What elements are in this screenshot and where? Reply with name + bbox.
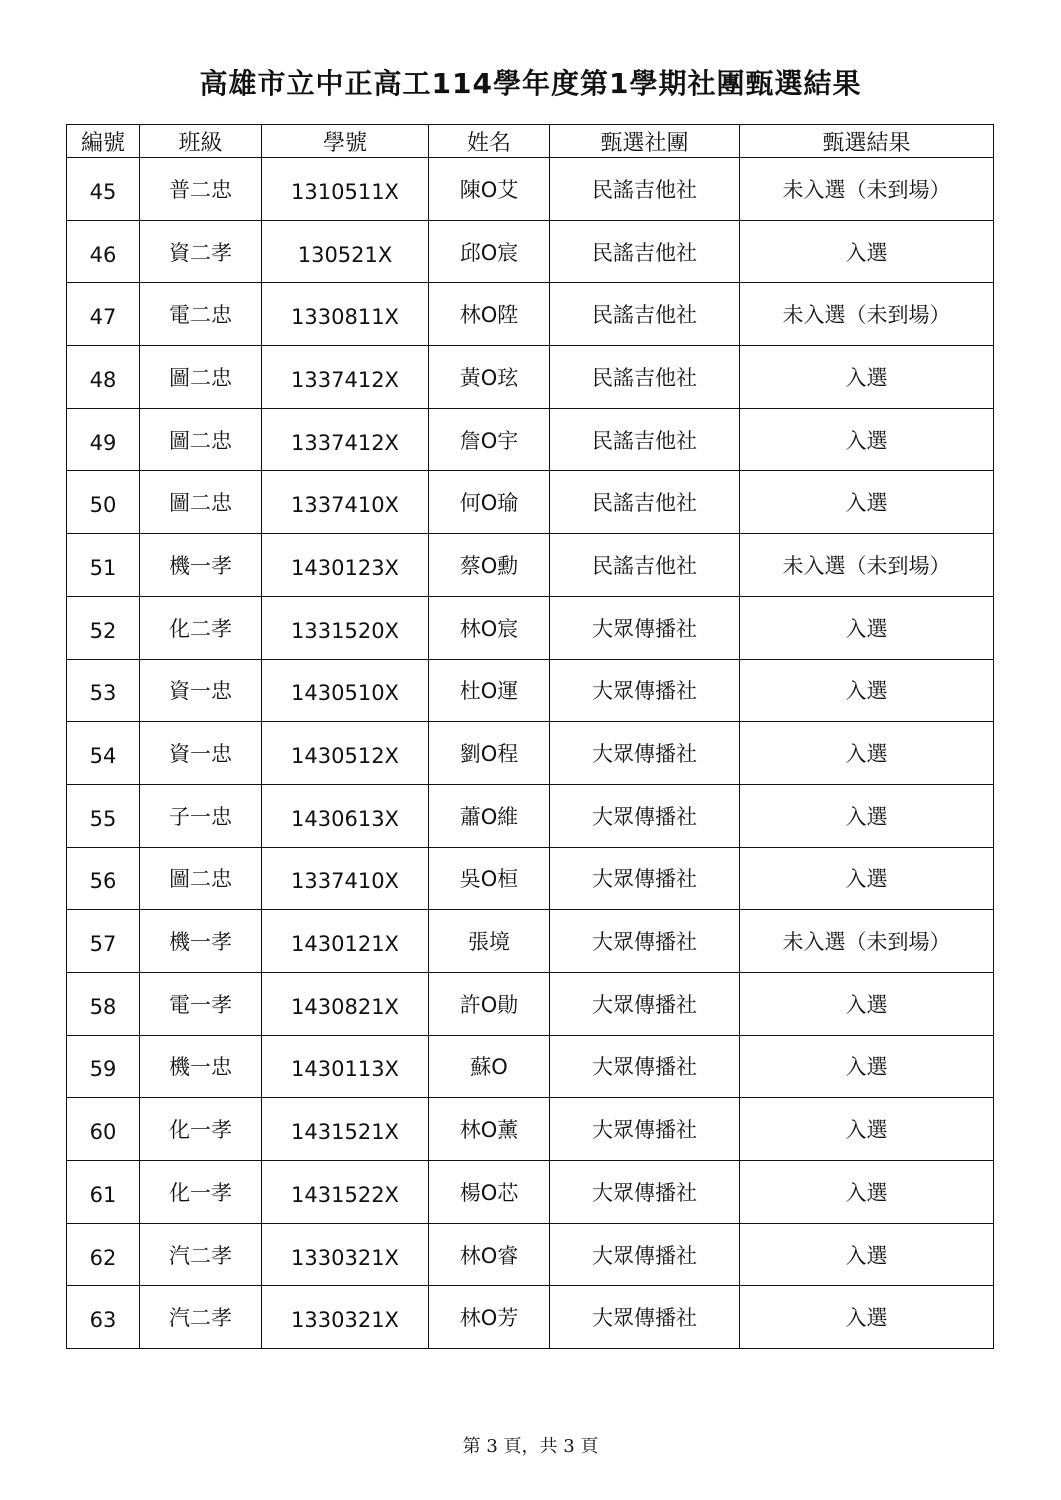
cell-club: 大眾傳播社: [550, 847, 740, 910]
cell-name: 林O薰: [429, 1098, 550, 1161]
cell-student-id: 1430613X: [262, 784, 429, 847]
cell-result: 入選: [740, 784, 994, 847]
cell-student-id: 1430512X: [262, 722, 429, 785]
cell-name: 蘇O: [429, 1035, 550, 1098]
cell-student-id: 1430510X: [262, 659, 429, 722]
page-title: 高雄市立中正高工114學年度第1學期社團甄選結果: [199, 67, 862, 100]
cell-number: 57: [67, 910, 140, 973]
cell-class: 化二孝: [140, 596, 262, 659]
table-row: [67, 1098, 994, 1161]
cell-student-id: 1331520X: [262, 596, 429, 659]
cell-result: 入選: [740, 1098, 994, 1161]
cell-result: 未入選（未到場）: [740, 910, 994, 973]
cell-number: 52: [67, 596, 140, 659]
cell-number: 62: [67, 1223, 140, 1286]
cell-student-id: 1337410X: [262, 847, 429, 910]
cell-student-id: 1337412X: [262, 408, 429, 471]
header-row: [67, 125, 994, 158]
table-row: [67, 1161, 994, 1224]
cell-result: 入選: [740, 408, 994, 471]
table-row: [67, 1035, 994, 1098]
header-number: 編號: [67, 125, 140, 158]
cell-number: 56: [67, 847, 140, 910]
cell-student-id: 1431522X: [262, 1161, 429, 1224]
page-footer: 第 3 頁，共 3 頁: [462, 1436, 599, 1457]
cell-student-id: 1430121X: [262, 910, 429, 973]
table-row: [67, 346, 994, 409]
cell-club: 民謠吉他社: [550, 346, 740, 409]
table-row: [67, 534, 994, 597]
cell-student-id: 1330321X: [262, 1286, 429, 1349]
cell-number: 49: [67, 408, 140, 471]
cell-student-id: 1337410X: [262, 471, 429, 534]
cell-number: 61: [67, 1161, 140, 1224]
cell-class: 機一孝: [140, 534, 262, 597]
cell-name: 林O宸: [429, 596, 550, 659]
cell-club: 大眾傳播社: [550, 659, 740, 722]
cell-number: 55: [67, 784, 140, 847]
cell-result: 入選: [740, 471, 994, 534]
cell-number: 60: [67, 1098, 140, 1161]
table-row: [67, 220, 994, 283]
header-student-id: 學號: [262, 125, 429, 158]
cell-class: 汽二孝: [140, 1286, 262, 1349]
cell-student-id: 130521X: [262, 220, 429, 283]
cell-name: 杜O運: [429, 659, 550, 722]
cell-class: 化一孝: [140, 1098, 262, 1161]
cell-class: 化一孝: [140, 1161, 262, 1224]
table-row: [67, 972, 994, 1035]
cell-student-id: 1430113X: [262, 1035, 429, 1098]
cell-club: 民謠吉他社: [550, 283, 740, 346]
cell-name: 蔡O勳: [429, 534, 550, 597]
cell-result: 入選: [740, 972, 994, 1035]
cell-club: 大眾傳播社: [550, 722, 740, 785]
cell-result: 入選: [740, 1161, 994, 1224]
table-row: [67, 847, 994, 910]
cell-name: 劉O程: [429, 722, 550, 785]
cell-result: 入選: [740, 1286, 994, 1349]
header-club: 甄選社團: [550, 125, 740, 158]
cell-class: 資二孝: [140, 220, 262, 283]
cell-class: 資一忠: [140, 659, 262, 722]
cell-club: 大眾傳播社: [550, 1098, 740, 1161]
cell-club: 大眾傳播社: [550, 1223, 740, 1286]
cell-number: 63: [67, 1286, 140, 1349]
cell-name: 楊O芯: [429, 1161, 550, 1224]
cell-name: 林O睿: [429, 1223, 550, 1286]
cell-student-id: 1330811X: [262, 283, 429, 346]
results-table: [66, 124, 994, 1349]
cell-name: 許O勛: [429, 972, 550, 1035]
cell-class: 汽二孝: [140, 1223, 262, 1286]
cell-club: 民謠吉他社: [550, 471, 740, 534]
cell-club: 大眾傳播社: [550, 1161, 740, 1224]
cell-result: 未入選（未到場）: [740, 283, 994, 346]
cell-name: 吳O桓: [429, 847, 550, 910]
cell-result: 入選: [740, 220, 994, 283]
cell-result: 入選: [740, 1035, 994, 1098]
cell-club: 民謠吉他社: [550, 408, 740, 471]
cell-number: 46: [67, 220, 140, 283]
cell-club: 大眾傳播社: [550, 972, 740, 1035]
cell-class: 電一孝: [140, 972, 262, 1035]
cell-class: 機一孝: [140, 910, 262, 973]
cell-name: 黃O玹: [429, 346, 550, 409]
table-row: [67, 596, 994, 659]
cell-result: 入選: [740, 346, 994, 409]
cell-number: 47: [67, 283, 140, 346]
cell-result: 未入選（未到場）: [740, 158, 994, 221]
cell-number: 58: [67, 972, 140, 1035]
cell-class: 圖二忠: [140, 847, 262, 910]
table-row: [67, 1286, 994, 1349]
cell-club: 大眾傳播社: [550, 784, 740, 847]
cell-club: 民謠吉他社: [550, 220, 740, 283]
cell-student-id: 1337412X: [262, 346, 429, 409]
cell-number: 54: [67, 722, 140, 785]
cell-student-id: 1430821X: [262, 972, 429, 1035]
cell-name: 蕭O維: [429, 784, 550, 847]
cell-class: 資一忠: [140, 722, 262, 785]
cell-name: 詹O宇: [429, 408, 550, 471]
cell-student-id: 1430123X: [262, 534, 429, 597]
cell-result: 入選: [740, 722, 994, 785]
cell-name: 邱O宸: [429, 220, 550, 283]
cell-club: 民謠吉他社: [550, 158, 740, 221]
table-row: [67, 158, 994, 221]
cell-class: 圖二忠: [140, 346, 262, 409]
cell-student-id: 1310511X: [262, 158, 429, 221]
cell-class: 機一忠: [140, 1035, 262, 1098]
table-row: [67, 471, 994, 534]
cell-club: 民謠吉他社: [550, 534, 740, 597]
cell-number: 53: [67, 659, 140, 722]
cell-student-id: 1330321X: [262, 1223, 429, 1286]
cell-class: 電二忠: [140, 283, 262, 346]
table-row: [67, 283, 994, 346]
cell-number: 50: [67, 471, 140, 534]
cell-class: 子一忠: [140, 784, 262, 847]
header-result: 甄選結果: [740, 125, 994, 158]
cell-number: 51: [67, 534, 140, 597]
cell-result: 入選: [740, 847, 994, 910]
cell-number: 45: [67, 158, 140, 221]
header-name: 姓名: [429, 125, 550, 158]
cell-name: 陳O艾: [429, 158, 550, 221]
cell-class: 普二忠: [140, 158, 262, 221]
table-row: [67, 1223, 994, 1286]
cell-club: 大眾傳播社: [550, 1035, 740, 1098]
header-class: 班級: [140, 125, 262, 158]
cell-club: 大眾傳播社: [550, 1286, 740, 1349]
table-row: [67, 408, 994, 471]
cell-result: 入選: [740, 1223, 994, 1286]
table-row: [67, 910, 994, 973]
cell-number: 59: [67, 1035, 140, 1098]
cell-club: 大眾傳播社: [550, 596, 740, 659]
cell-result: 未入選（未到場）: [740, 534, 994, 597]
cell-student-id: 1431521X: [262, 1098, 429, 1161]
table-row: [67, 722, 994, 785]
cell-class: 圖二忠: [140, 408, 262, 471]
cell-number: 48: [67, 346, 140, 409]
cell-result: 入選: [740, 596, 994, 659]
cell-result: 入選: [740, 659, 994, 722]
table-row: [67, 784, 994, 847]
cell-name: 林O陞: [429, 283, 550, 346]
cell-name: 林O芳: [429, 1286, 550, 1349]
cell-name: 張境: [429, 910, 550, 973]
cell-club: 大眾傳播社: [550, 910, 740, 973]
cell-name: 何O瑜: [429, 471, 550, 534]
table-row: [67, 659, 994, 722]
cell-class: 圖二忠: [140, 471, 262, 534]
